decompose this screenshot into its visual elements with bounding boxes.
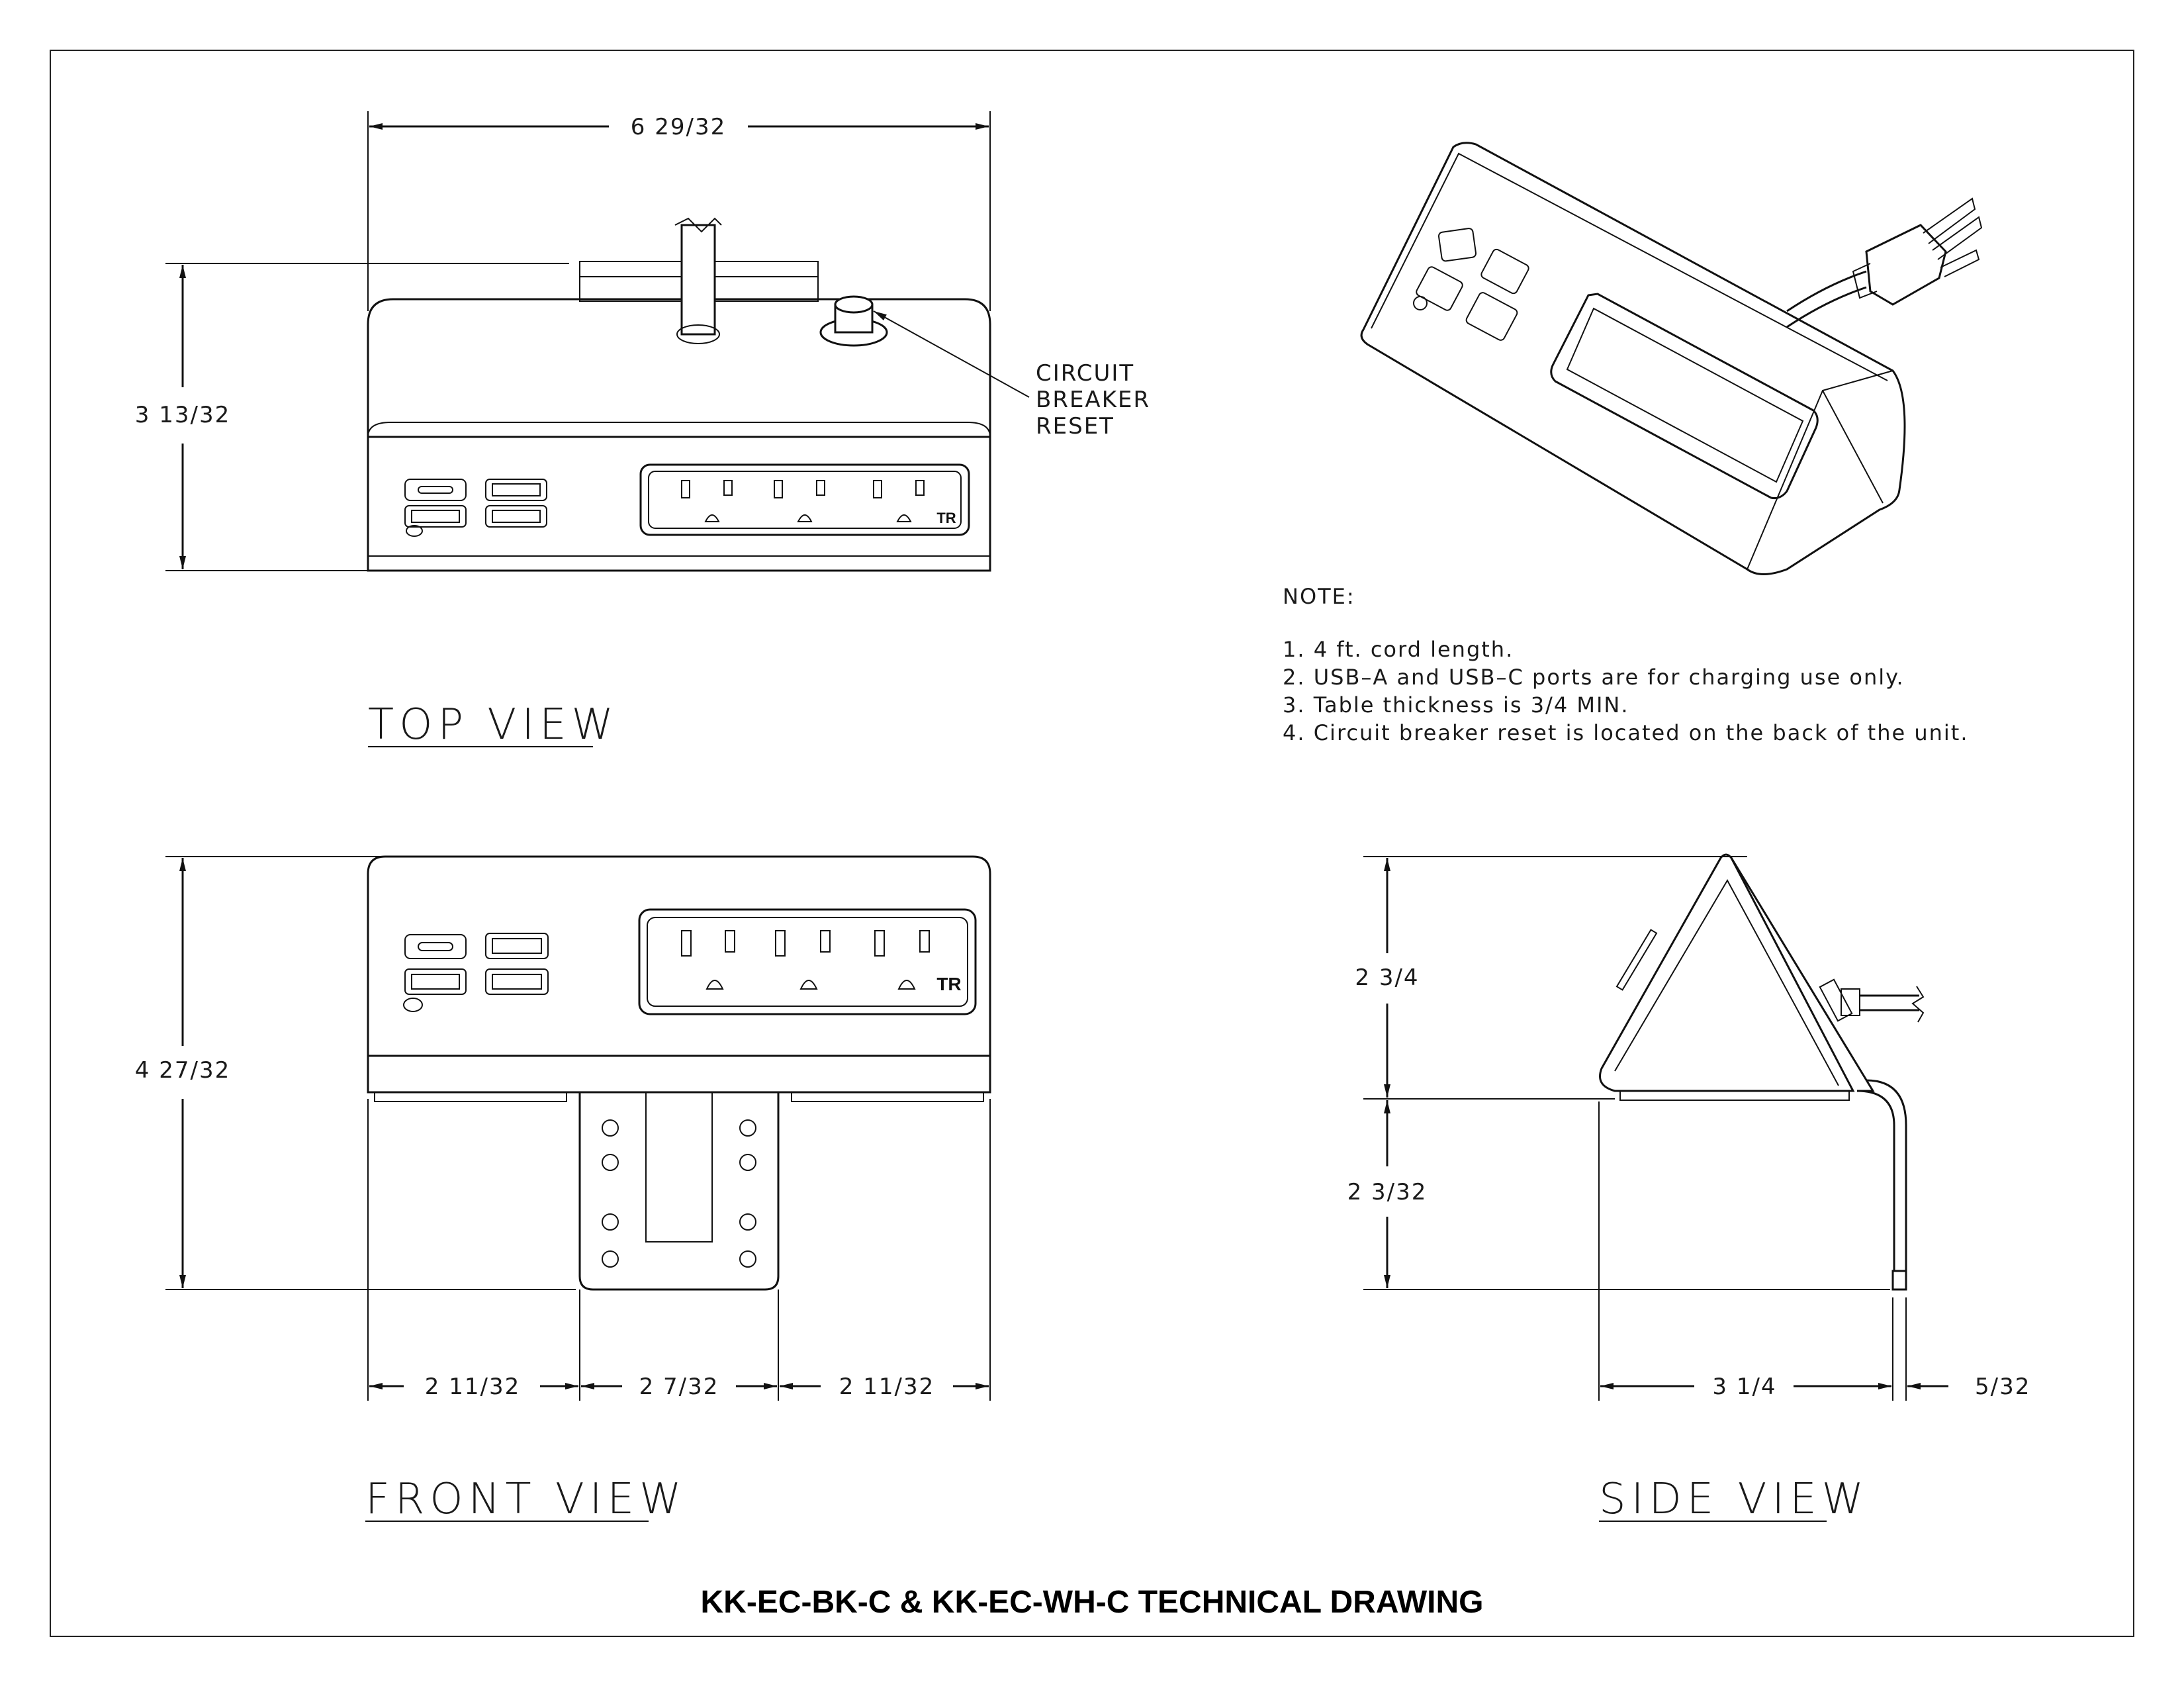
callout-line-2: BREAKER — [1036, 387, 1151, 413]
front-clamp — [580, 1092, 778, 1289]
top-usb-ports — [405, 479, 547, 536]
front-tr-mark: TR — [936, 974, 962, 994]
front-usb-ports — [404, 933, 548, 1011]
note-item-3: 3. Table thickness is 3/4 MIN. — [1283, 692, 1629, 718]
side-depth-dim-label: 3 1/4 — [1712, 1374, 1777, 1400]
side-lower-dimension — [1347, 1100, 1428, 1288]
side-depth-dimension — [1600, 1374, 1891, 1400]
side-upper-dimension — [1355, 858, 1419, 1098]
top-height-label: 3 13/32 — [134, 402, 231, 428]
front-view — [135, 857, 990, 1524]
side-view-body — [1600, 855, 1854, 1091]
top-view-label: TOP VIEW — [368, 700, 619, 749]
top-outlet-panel — [641, 465, 969, 535]
front-outlet-panel — [639, 910, 976, 1014]
front-height-dimension — [135, 858, 230, 1288]
drawing-title: KK-EC-BK-C & KK-EC-WH-C TECHNICAL DRAWING — [700, 1585, 1484, 1620]
top-tr-mark: TR — [936, 510, 956, 526]
top-width-dimension — [369, 114, 989, 140]
isometric-view — [1361, 143, 1981, 575]
front-right-dim-label: 2 11/32 — [839, 1374, 935, 1400]
side-view — [1347, 855, 2031, 1524]
top-view-body — [368, 299, 990, 571]
side-bracket-dimension — [1907, 1374, 2030, 1400]
sheet-border — [50, 50, 2134, 1636]
note-item-2: 2. USB–A and USB–C ports are for charging use only. — [1283, 665, 1905, 690]
notes-block — [1283, 584, 1969, 745]
front-height-label: 4 27/32 — [134, 1057, 231, 1084]
top-height-dimension — [135, 265, 230, 569]
note-item-1: 1. 4 ft. cord length. — [1283, 637, 1514, 662]
callout-line-1: CIRCUIT — [1036, 360, 1135, 387]
notes-heading: NOTE: — [1283, 584, 1355, 609]
front-middle-dim-label: 2 7/32 — [639, 1374, 719, 1400]
front-view-label: FRONT VIEW — [365, 1475, 687, 1524]
top-view — [135, 111, 1150, 749]
front-width-dimensions — [369, 1374, 989, 1400]
circuit-breaker-callout — [874, 311, 1150, 440]
side-bracket-dim-label: 5/32 — [1975, 1374, 2031, 1400]
side-upper-dim-label: 2 3/4 — [1355, 964, 1420, 991]
side-view-label: SIDE VIEW — [1599, 1475, 1869, 1524]
front-view-body — [368, 857, 990, 1092]
power-cord-stub — [682, 225, 715, 334]
side-lower-dim-label: 2 3/32 — [1347, 1179, 1428, 1205]
callout-line-3: RESET — [1036, 413, 1115, 440]
top-width-label: 6 29/32 — [630, 114, 727, 140]
circuit-breaker-reset-button — [821, 297, 887, 346]
note-item-4: 4. Circuit breaker reset is located on the back of the unit. — [1283, 720, 1969, 745]
front-left-dim-label: 2 11/32 — [424, 1374, 521, 1400]
